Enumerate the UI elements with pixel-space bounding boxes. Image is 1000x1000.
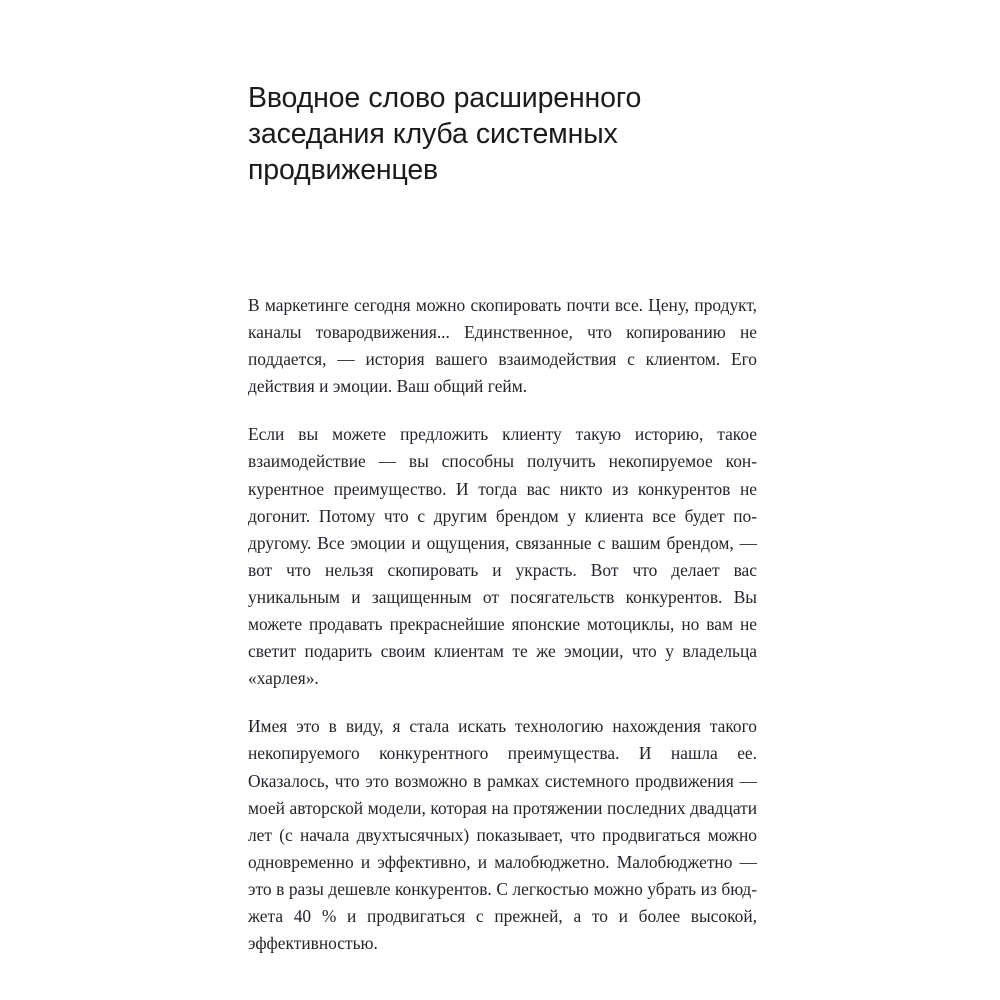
text-column <box>248 0 757 957</box>
paragraph-2: Если вы можете предложить клиенту такую историю, такое взаимодействие — вы способны получить некопируемое конкурентное преимущество. И тогда вас никто из конкурентов не догонит. Потому что с другим брендом у клиента все будет по-другому. Все эмоции и ощущения, связанные с вашим брендом, — вот что нельзя скопировать и украсть. Вот что делает вас уникальным и защищенным от посягательств конкурентов. Вы можете продавать прекраснейшие японские мотоциклы, но вам не светит подарить своим клиентам те же эмоции, что у владельца «харлея». <box>248 424 757 689</box>
paragraph-1: В маркетинге сегодня можно скопировать почти все. Цену, продукт, каналы товародвижения... Единственное, что копированию не поддается, — история вашего взаимодействия с клиентом. Его действия и эмоции. Ваш общий гейм. <box>248 295 757 397</box>
page-title: Вводное слово расширенного заседания клуба системных продвиженцев <box>248 82 642 186</box>
paragraph-3: Имея это в виду, я стала искать технологию нахождения такого некопируемого конкурентного преимущества. И нашла ее. Оказалось, что это возможно в рамках системного продвижения — моей авторской модели, которая на протяжении последних двадцати лет (с начала двухтысячных) показывает, что продвигаться можно одновременно и эффективно, и малобюджетно. Малобюджетно — это в разы дешевле конкурентов. С легкостью можно убрать из бюджета 40 % и продвигаться с прежней, а то и более высокой, эффективностью. <box>248 716 757 954</box>
body-copy <box>248 188 757 957</box>
